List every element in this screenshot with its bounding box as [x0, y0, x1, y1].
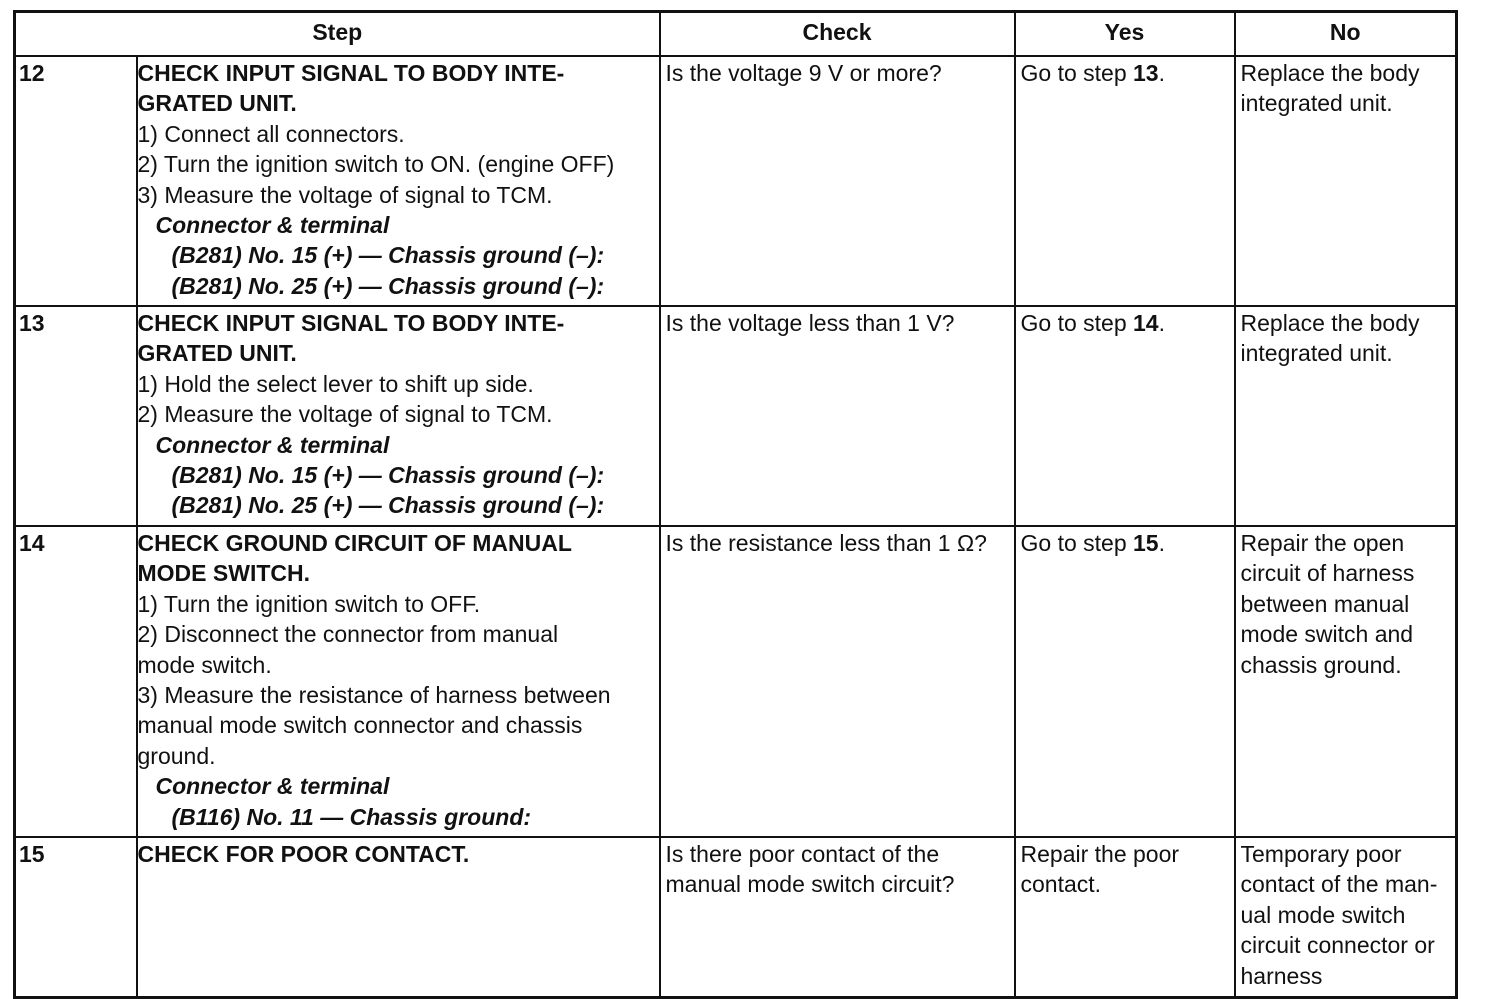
- header-step: Step: [15, 12, 660, 57]
- step-instruction: 2) Measure the voltage of signal to TCM.: [137, 401, 553, 428]
- table-row: [15, 837, 1457, 997]
- yes-cell: Repair the poor contact.: [1015, 837, 1235, 997]
- step-title: CHECK INPUT SIGNAL TO BODY INTE-: [137, 60, 565, 86]
- no-cell: Temporary poor contact of the man-ual mode switch circuit connector or harness: [1235, 837, 1457, 997]
- header-yes: Yes: [1015, 12, 1235, 57]
- step-instruction: 1) Hold the select lever to shift up side.: [137, 370, 534, 397]
- step-description: [137, 56, 660, 306]
- terminal-spec: (B116) No. 11 — Chassis ground:: [171, 803, 532, 830]
- check-cell: Is the voltage 9 V or more?: [660, 56, 1015, 306]
- table-row: [15, 306, 1457, 526]
- terminal-spec: (B281) No. 25 (+) — Chassis ground (–):: [171, 272, 605, 299]
- table-row: [15, 56, 1457, 306]
- step-instruction: 1) Turn the ignition switch to OFF.: [137, 590, 481, 617]
- table-row: [15, 526, 1457, 837]
- step-instruction: ground.: [137, 742, 216, 769]
- step-title: MODE SWITCH.: [137, 560, 310, 587]
- step-title: GRATED UNIT.: [137, 90, 297, 117]
- no-cell: Repair the open circuit of harness between manual mode switch and chassis ground.: [1235, 526, 1457, 837]
- check-cell: Is the resistance less than 1 Ω?: [660, 526, 1015, 837]
- connector-label: Connector & terminal: [155, 212, 390, 239]
- step-instruction: mode switch.: [137, 651, 272, 678]
- step-number: 13: [15, 306, 137, 526]
- step-reference: 13: [1133, 60, 1159, 86]
- step-title: CHECK FOR POOR CONTACT.: [137, 841, 470, 867]
- check-cell: Is there poor contact of the manual mode switch circuit?: [660, 837, 1015, 997]
- step-reference: 15: [1133, 530, 1159, 556]
- step-instruction: 3) Measure the resistance of harness between: [137, 682, 611, 709]
- step-instruction: manual mode switch connector and chassis: [137, 712, 583, 739]
- step-instruction: 2) Turn the ignition switch to ON. (engine OFF): [137, 151, 615, 178]
- diagnostic-table: [13, 10, 1458, 999]
- yes-cell: Go to step 15.: [1015, 526, 1235, 837]
- step-instruction: 3) Measure the voltage of signal to TCM.: [137, 181, 553, 208]
- terminal-spec: (B281) No. 25 (+) — Chassis ground (–):: [171, 492, 605, 519]
- header-check: Check: [660, 12, 1015, 57]
- step-description: [137, 306, 660, 526]
- yes-cell: Go to step 14.: [1015, 306, 1235, 526]
- header-no: No: [1235, 12, 1457, 57]
- terminal-spec: (B281) No. 15 (+) — Chassis ground (–):: [171, 242, 605, 269]
- step-instruction: 2) Disconnect the connector from manual: [137, 621, 559, 648]
- step-reference: 14: [1133, 310, 1159, 336]
- step-title: CHECK GROUND CIRCUIT OF MANUAL: [137, 530, 572, 556]
- step-number: 15: [15, 837, 137, 997]
- step-title: GRATED UNIT.: [137, 340, 297, 367]
- step-description: [137, 837, 660, 997]
- check-cell: Is the voltage less than 1 V?: [660, 306, 1015, 526]
- connector-label: Connector & terminal: [155, 431, 390, 458]
- header-row: [15, 12, 1457, 57]
- step-description: [137, 526, 660, 837]
- step-number: 14: [15, 526, 137, 837]
- yes-cell: Go to step 13.: [1015, 56, 1235, 306]
- step-title: CHECK INPUT SIGNAL TO BODY INTE-: [137, 310, 565, 336]
- connector-label: Connector & terminal: [155, 773, 390, 800]
- terminal-spec: (B281) No. 15 (+) — Chassis ground (–):: [171, 462, 605, 489]
- step-instruction: 1) Connect all connectors.: [137, 120, 405, 147]
- no-cell: Replace the body integrated unit.: [1235, 306, 1457, 526]
- no-cell: Replace the body integrated unit.: [1235, 56, 1457, 306]
- step-number: 12: [15, 56, 137, 306]
